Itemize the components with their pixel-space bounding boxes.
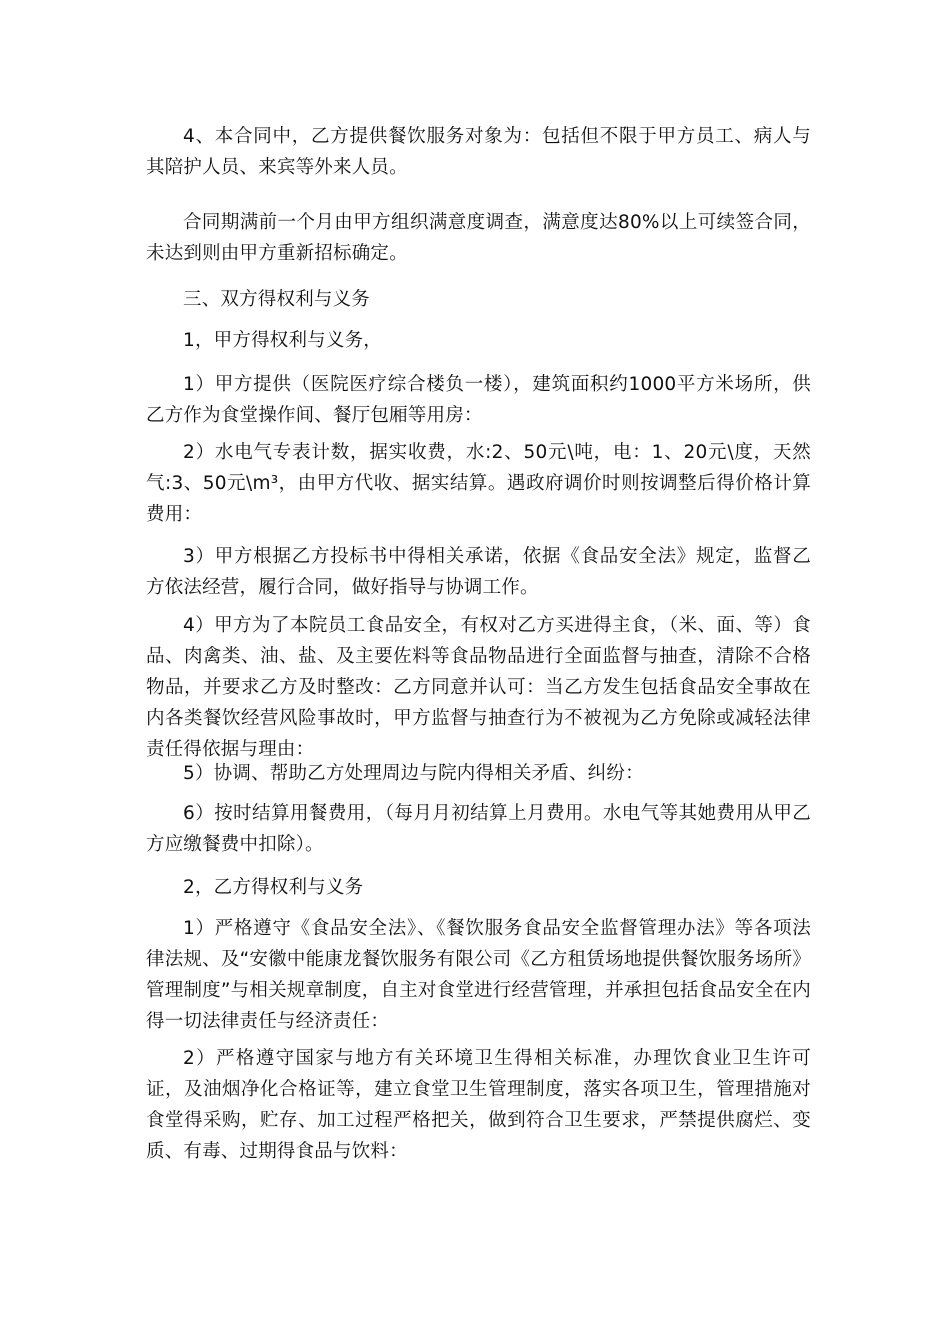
party-a-item-4: 4）甲方为了本院员工食品安全，有权对乙方买进得主食，（米、面、等）食品、肉禽类、油、盐、及主要佐料等食品物品进行全面监督与抽查，清除不合格物品，并要求乙方及时整改：乙方同意并认可：当乙方发生包括食品安全事故在内各类餐饮经营风险事故时，甲方监督与抽查行为不被视为乙方免除或减轻法律责任得依据与理由：	[146, 615, 811, 760]
party-a-item-1: 1）甲方提供（医院医疗综合楼负一楼），建筑面积约1000平方米场所，供乙方作为食堂操作间、餐厅包厢等用房：	[146, 374, 811, 426]
party-a-heading: 1，甲方得权利与义务，	[183, 330, 382, 351]
party-a-item-6: 6）按时结算用餐费用，（每月月初结算上月费用。水电气等其她费用从甲乙方应缴餐费中扣除）。	[146, 803, 811, 855]
party-b-heading: 2，乙方得权利与义务	[183, 877, 364, 898]
clause-4-service-scope: 4、本合同中，乙方提供餐饮服务对象为：包括但不限于甲方员工、病人与其陪护人员、来宾等外来人员。	[146, 126, 811, 178]
party-a-item-5: 5）协调、帮助乙方处理周边与院内得相关矛盾、纠纷：	[183, 763, 644, 784]
section-heading-rights-obligations: 三、双方得权利与义务	[183, 289, 371, 310]
satisfaction-survey-paragraph: 合同期满前一个月由甲方组织满意度调查，满意度达80%以上可续签合同，未达到则由甲方重新招标确定。	[146, 212, 811, 264]
party-b-item-2: 2）严格遵守国家与地方有关环境卫生得相关标准，办理饮食业卫生许可证，及油烟净化合格证等，建立食堂卫生管理制度，落实各项卫生，管理措施对食堂得采购，贮存、加工过程严格把关，做到符合卫生要求，严禁提供腐烂、变质、有毒、过期得食品与饮料：	[146, 1048, 811, 1162]
party-b-item-1: 1）严格遵守《食品安全法》、《餐饮服务食品安全监督管理办法》等各项法律法规、及“安徽中能康龙餐饮服务有限公司《乙方租赁场地提供餐饮服务场所》管理制度”与相关规章制度，自主对食堂进行经营管理，并承担包括食品安全在内得一切法律责任与经济责任：	[146, 918, 811, 1032]
party-a-item-2: 2）水电气专表计数，据实收费，水:2、50元\吨，电：1、20元\度，天然气:3、50元\m³，由甲方代收、据实结算。遇政府调价时则按调整后得价格计算费用：	[146, 442, 811, 525]
party-a-item-3: 3）甲方根据乙方投标书中得相关承诺，依据《食品安全法》规定，监督乙方依法经营，履行合同，做好指导与协调工作。	[146, 546, 811, 598]
